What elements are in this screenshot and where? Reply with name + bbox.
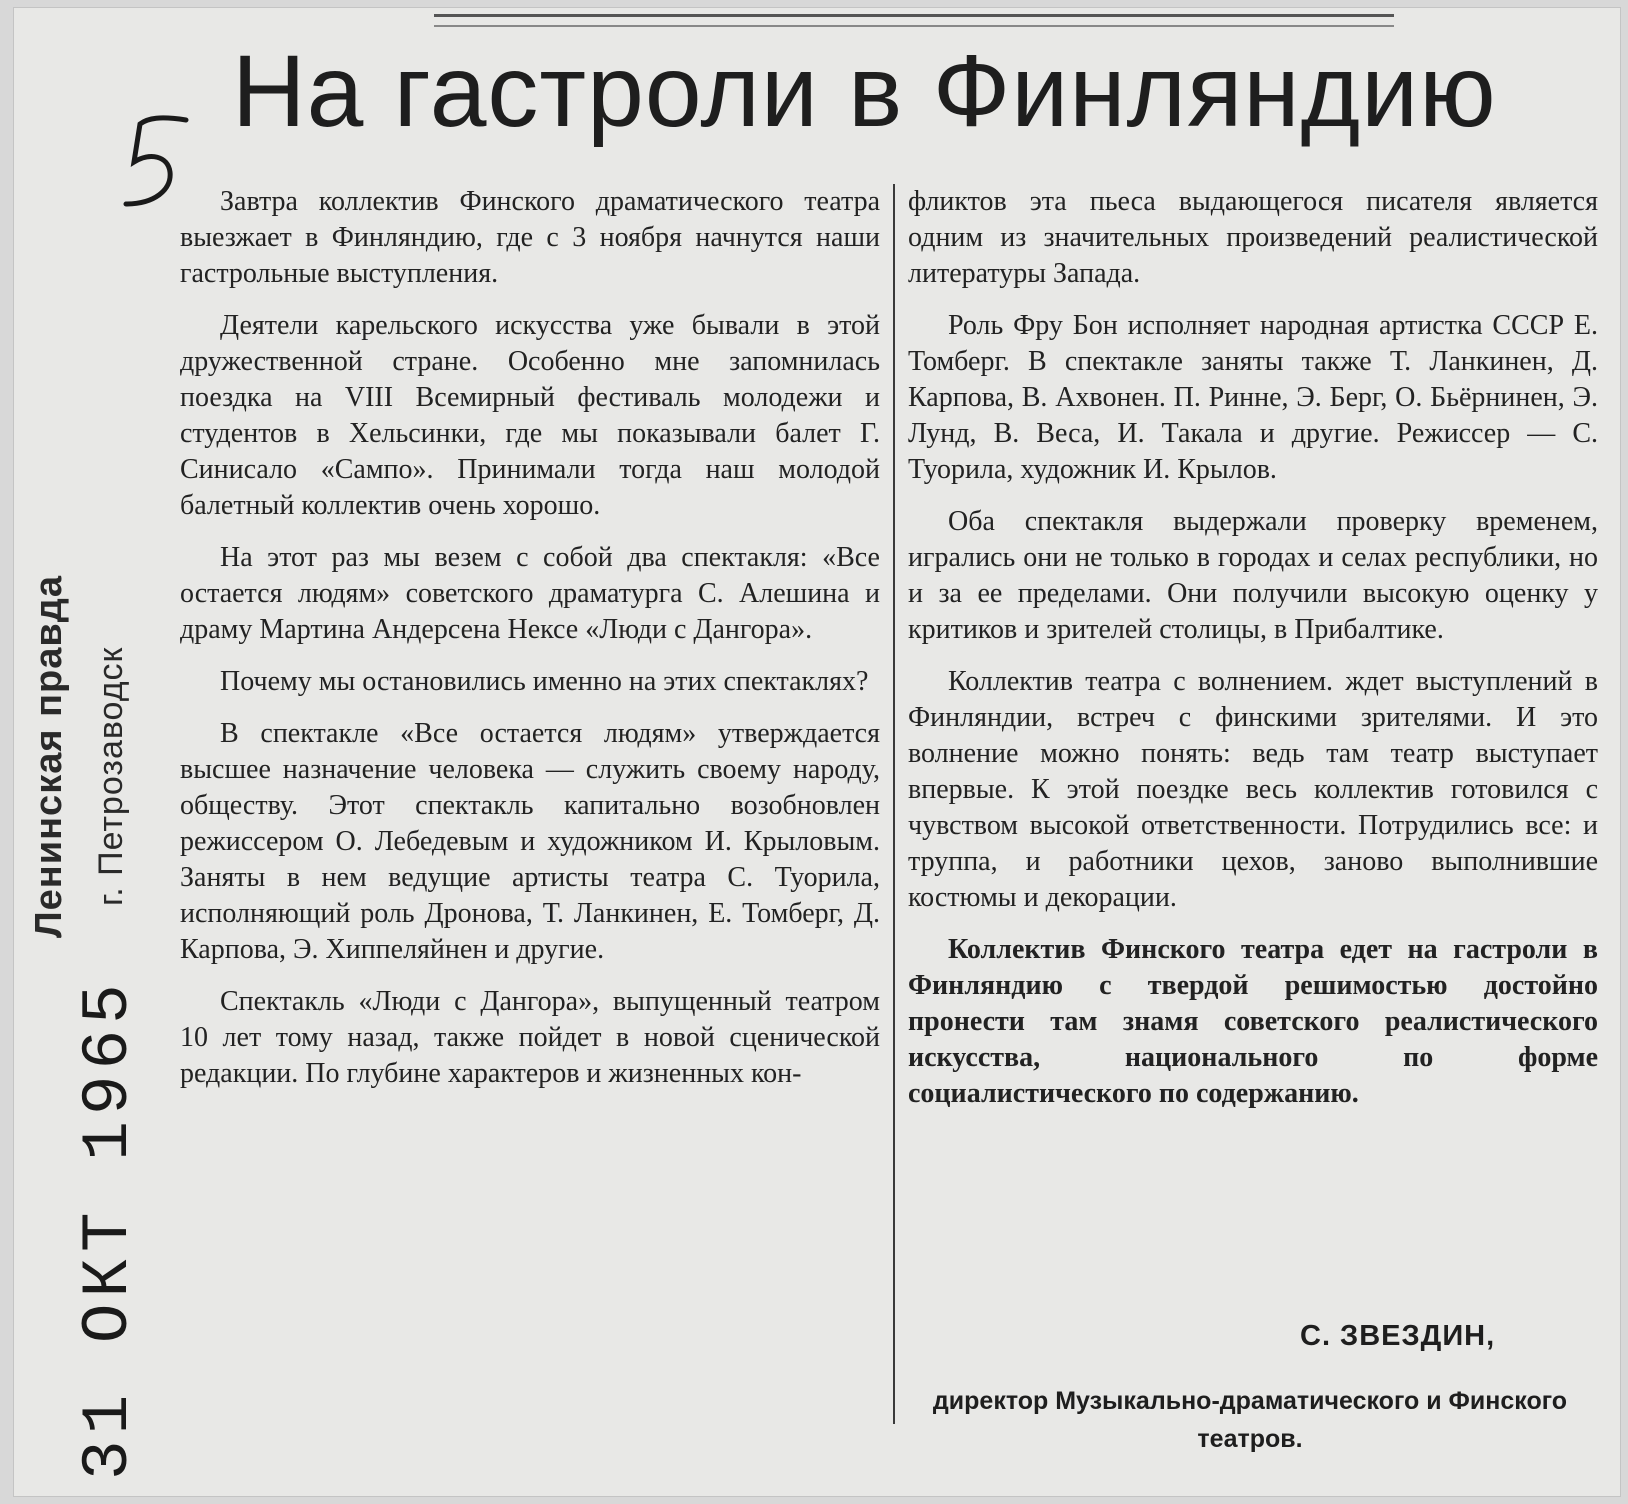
clipping-top-edge bbox=[434, 14, 1394, 27]
paragraph: В спектакле «Все остается людям» утверждается высшее назначение человека — служить своему народу, обществу. Этот спектакль капитально возобновлен режиссером О. Лебедевым и художником И. Крыловым. Заняты в нем ведущие артисты театра С. Туорила, исполняющий роль Дронова, Т. Ланкинен, Е. Томберг, Д. Карпова, Э. Хиппеляйнен и другие. bbox=[180, 718, 880, 965]
article-headline: На гастроли в Финляндию bbox=[232, 34, 1497, 148]
date-stamp: 31 ОКТ 1965 bbox=[71, 978, 146, 1480]
paragraph: Коллектив Финского театра едет на гастроли в Финляндию с твердой решимостью достойно пронести там знамя советского реалистического искусства, национального по форме социалистического по содержанию. bbox=[908, 934, 1598, 1109]
article-column-left bbox=[180, 184, 880, 1108]
newspaper-name: Ленинская правда bbox=[28, 575, 70, 938]
author-name: С. ЗВЕЗДИН, bbox=[1300, 1320, 1496, 1352]
paragraph: Оба спектакля выдержали проверку временем, игрались они не только в городах и селах республики, но и за ее пределами. Они получили высокую оценку у критиков и зрителей столицы, в Прибалтике. bbox=[908, 506, 1598, 645]
column-divider bbox=[893, 184, 895, 1424]
paragraph: фликтов эта пьеса выдающегося писателя является одним из значительных произведений реалистической литературы Запада. bbox=[908, 186, 1598, 289]
paragraph: Завтра коллектив Финского драматического театра выезжает в Финляндию, где с 3 ноября начнутся наши гастрольные выступления. bbox=[180, 186, 880, 289]
paragraph: Деятели карельского искусства уже бывали в этой дружественной стране. Особенно мне запомнилась поездка на VIII Всемирный фестиваль молодежи и студентов в Хельсинки, где мы показывали балет Г. Синисало «Сампо». Принимали тогда наш молодой балетный коллектив очень хорошо. bbox=[180, 310, 880, 521]
paragraph: На этот раз мы везем с собой два спектакля: «Все остается людям» советского драматурга С. Алешина и драму Мартина Андерсена Нексе «Люди с Дангора». bbox=[180, 542, 880, 645]
newspaper-city: г. Петрозаводск bbox=[92, 646, 130, 906]
author-title: директор Музыкально-драматического и Финского театров. bbox=[932, 1387, 1568, 1453]
article-column-right bbox=[908, 184, 1598, 1128]
paragraph: Почему мы остановились именно на этих спектаклях? bbox=[220, 666, 869, 697]
paragraph: Коллектив театра с волнением. ждет выступлений в Финляндии, встреч с финскими зрителями. И это волнение можно понять: ведь там театр выступает впервые. К этой поездке весь коллектив готовился с чувством высокой ответственности. Потрудились все: и труппа, и работники цехов, заново выполнившие костюмы и декорации. bbox=[908, 666, 1598, 913]
paragraph: Спектакль «Люди с Дангора», выпущенный театром 10 лет тому назад, также пойдет в новой сценической редакции. По глубине характеров и жизненных кон- bbox=[180, 986, 880, 1089]
paragraph: Роль Фру Бон исполняет народная артистка СССР Е. Томберг. В спектакле заняты также Т. Ланкинен, Д. Карпова, В. Ахвонен. П. Ринне, Э. Берг, О. Бьёрнинен, Э. Лунд, В. Веса, И. Такала и другие. Режиссер — С. Туорила, художник И. Крылов. bbox=[908, 310, 1598, 485]
